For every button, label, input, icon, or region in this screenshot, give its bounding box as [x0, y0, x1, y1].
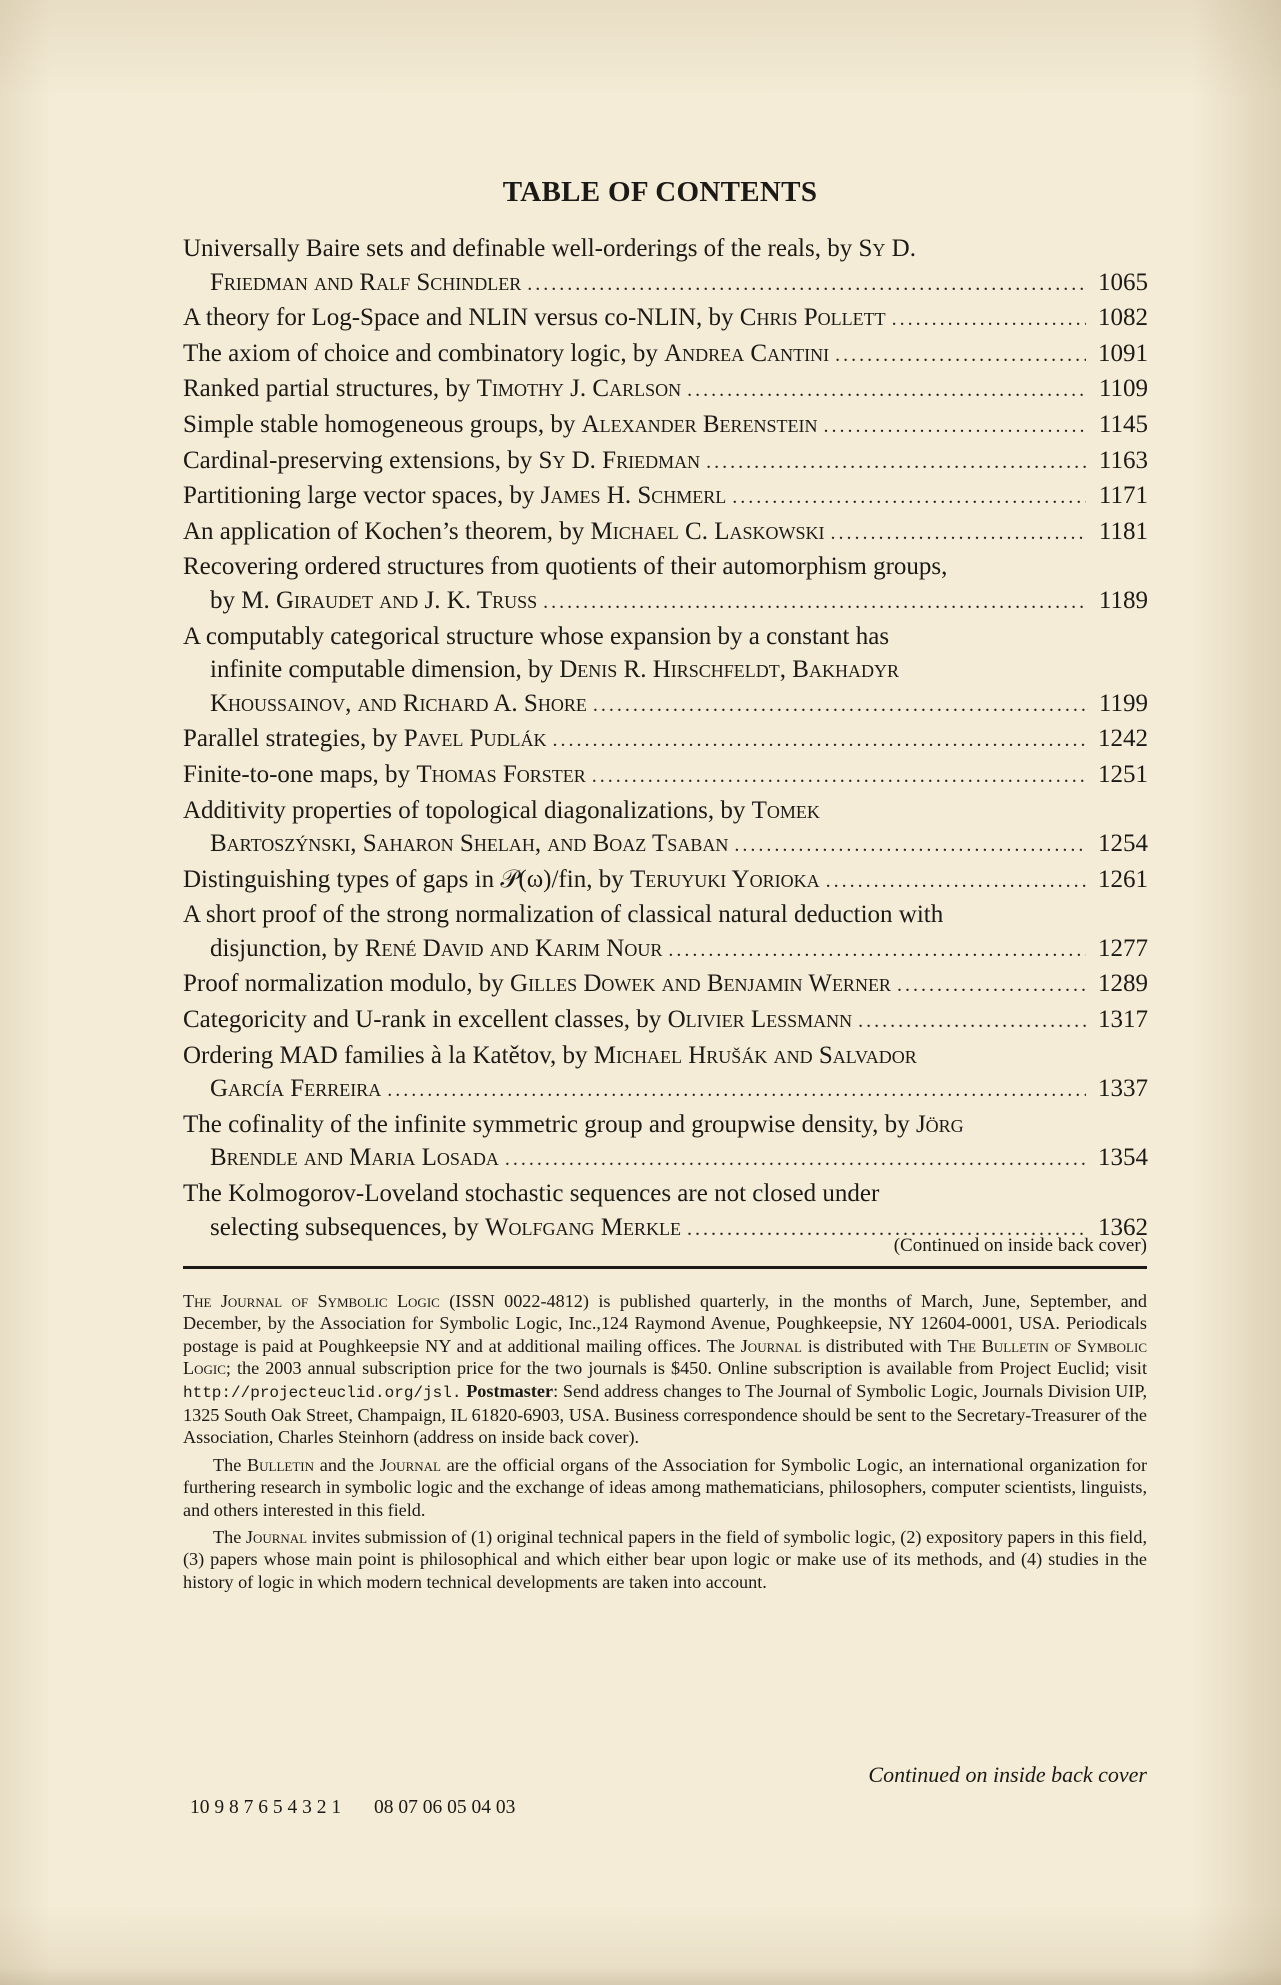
article-title: Partitioning large vector spaces, by [183, 482, 541, 510]
printing-codes [190, 1797, 543, 1819]
article-title: The axiom of choice and combinatory logic, by [183, 339, 665, 367]
toc-entry [183, 1003, 1148, 1039]
page-number: 1261 [1098, 865, 1148, 893]
toc-entry-text [210, 1072, 381, 1106]
toc-entry-text [183, 301, 886, 335]
toc-entry [183, 337, 1148, 373]
article-title: by [210, 586, 242, 614]
page-number: 1145 [1098, 410, 1148, 438]
toc-entry-text [183, 1108, 964, 1142]
article-authors: Sy D. [858, 235, 916, 262]
toc-entry-line [183, 584, 1148, 620]
project-euclid-url: http://projecteuclid.org/jsl. [183, 1383, 462, 1402]
toc-entry [183, 444, 1148, 480]
toc-entry-line [183, 620, 1148, 654]
info-text: and the [314, 1454, 380, 1475]
page-number: 1199 [1098, 689, 1148, 717]
page-number: 1337 [1098, 1075, 1148, 1103]
toc-entry [183, 232, 1148, 301]
article-title: A theory for Log-Space and NLIN versus co-NLIN, by [183, 304, 740, 332]
year-line: 08 07 06 05 04 03 [374, 1797, 516, 1818]
article-title: Recovering ordered structures from quotients of their automorphism groups, [183, 553, 948, 581]
article-authors: Denis R. Hirschfeldt, Bakhadyr [559, 656, 899, 684]
publication-info [183, 1290, 1147, 1598]
article-authors: Brendle and Maria Losada [210, 1144, 499, 1172]
toc-entry-text [210, 653, 899, 687]
article-title: Distinguishing types of gaps in 𝒫(ω)/fin, by [183, 865, 630, 893]
page-number: 1289 [1098, 970, 1148, 998]
toc-entry-text [183, 1039, 917, 1073]
article-authors: Khoussainov, and Richard A. Shore [210, 689, 587, 717]
article-authors: M. Giraudet and J. K. Truss [241, 586, 538, 614]
info-text: The [213, 1527, 246, 1548]
toc-entry-text [183, 337, 829, 371]
publication-info-paragraph [183, 1290, 1147, 1449]
toc-entry-text [183, 863, 820, 897]
toc-entry-text [183, 898, 943, 932]
page-number: 1277 [1098, 934, 1148, 962]
toc-entry-text [183, 967, 891, 1001]
article-authors: Jörg [915, 1110, 964, 1138]
toc-entry-line [183, 1108, 1148, 1142]
page-number: 1251 [1098, 760, 1148, 788]
continued-on-back-cover: Continued on inside back cover [868, 1762, 1147, 1787]
toc-entry-line [183, 653, 1148, 687]
toc-entry-line [183, 515, 1148, 551]
dot-leader [830, 517, 1086, 551]
toc-entry-line [183, 1072, 1148, 1108]
toc-entry-line [183, 827, 1148, 863]
toc-entry-text [183, 479, 726, 513]
table-of-contents [183, 232, 1148, 1246]
toc-entry-text [183, 794, 820, 828]
bulletin-name: The Bulletin of Symbolic Logic [183, 1335, 1148, 1379]
article-title: selecting subsequences, by [210, 1213, 485, 1241]
page-number: 1317 [1098, 1006, 1148, 1034]
toc-entry-line [183, 898, 1148, 932]
toc-entry [183, 1108, 1148, 1177]
page-number: 1254 [1098, 830, 1148, 858]
toc-entry-line [183, 479, 1148, 515]
toc-entry [183, 515, 1148, 551]
toc-entry-text [210, 584, 537, 618]
dot-leader [824, 410, 1086, 444]
page-number: 1109 [1098, 375, 1148, 403]
toc-entry-line [183, 550, 1148, 584]
toc-entry-line [183, 1003, 1148, 1039]
toc-entry-text [183, 550, 947, 584]
organs-paragraph [183, 1454, 1147, 1521]
article-authors: Olivier Lessmann [667, 1006, 853, 1034]
toc-entry-line [183, 794, 1148, 828]
article-authors: Tomek [751, 796, 820, 824]
toc-entry-text [183, 620, 889, 654]
toc-entry-line [183, 232, 1148, 266]
toc-entry-line [183, 1141, 1148, 1177]
toc-entry-text [210, 827, 728, 861]
dot-leader [527, 268, 1086, 302]
toc-entry-text [210, 266, 521, 300]
article-authors: Chris Pollett [739, 304, 886, 332]
page-number: 1091 [1098, 339, 1148, 367]
article-title: Parallel strategies, by [183, 725, 404, 753]
toc-entry-text [183, 1003, 852, 1037]
dot-leader [706, 446, 1086, 480]
article-title: Ordering MAD families à la Katětov, by [183, 1041, 594, 1069]
page-title: TABLE OF CONTENTS [502, 176, 818, 208]
page-number: 1163 [1098, 446, 1148, 474]
article-title: The cofinality of the infinite symmetric group and groupwise density, by [183, 1110, 916, 1138]
info-text: : Send address changes to The Journal of Symbolic Logic, Journals Division UIP, 1325 South Oak Street, Champaign, IL 61820-6903, USA. Business correspondence should be sent to the Secretary-Treasurer of the Association, Charles Steinhorn (address on inside back cover). [183, 1380, 1147, 1448]
article-authors: Teruyuki Yorioka [629, 865, 820, 893]
dot-leader [858, 1005, 1086, 1039]
toc-entry-text [183, 232, 916, 266]
article-title: Finite-to-one maps, by [183, 760, 417, 788]
article-title: A computably categorical structure whose expansion by a constant has [183, 622, 890, 650]
article-authors: Pavel Pudlák [403, 725, 547, 753]
dot-leader [552, 724, 1086, 758]
toc-entry [183, 479, 1148, 515]
toc-entry-line [183, 372, 1148, 408]
toc-entry-line [183, 444, 1148, 480]
toc-entry [183, 967, 1148, 1003]
article-authors: Alexander Berenstein [581, 410, 818, 438]
info-text: ; the 2003 annual subscription price for the two journals is $450. Online subscription is available from Project Euclid; visit [225, 1358, 1147, 1379]
article-authors: Gilles Dowek and Benjamin Werner [510, 970, 891, 998]
toc-entry-text [210, 1141, 499, 1175]
info-text: is distributed with [801, 1335, 948, 1356]
journal-name: The Journal of Symbolic Logic [183, 1291, 440, 1311]
bulletin-short-name: Bulletin [247, 1454, 315, 1475]
toc-entry [183, 722, 1148, 758]
toc-entry-line [183, 337, 1148, 373]
article-authors: James H. Schmerl [540, 482, 727, 510]
article-title: Categoricity and U-rank in excellent classes, by [183, 1006, 668, 1034]
article-authors: Andrea Cantini [664, 339, 830, 367]
article-authors: Friedman and Ralf Schindler [210, 268, 522, 296]
article-title: infinite computable dimension, by [210, 656, 560, 684]
page-number: 1171 [1098, 482, 1148, 510]
postmaster-label: Postmaster [466, 1380, 554, 1401]
toc-entry [183, 620, 1148, 723]
article-authors: Michael C. Laskowski [590, 517, 825, 545]
toc-entry-text [183, 408, 818, 442]
toc-entry-line [183, 301, 1148, 337]
toc-entry-text [183, 758, 586, 792]
page-number: 1082 [1098, 304, 1148, 332]
journal-short-name: Journal [740, 1335, 802, 1356]
toc-entry [183, 408, 1148, 444]
toc-entry [183, 372, 1148, 408]
toc-entry-line [183, 932, 1148, 968]
article-title: Ranked partial structures, by [183, 375, 477, 403]
article-authors: Sy D. Friedman [538, 446, 701, 474]
toc-entry-line [183, 758, 1148, 794]
article-authors: García Ferreira [210, 1075, 382, 1103]
page-number: 1242 [1098, 725, 1148, 753]
journal-short-name: Journal [245, 1527, 308, 1548]
article-title: Cardinal-preserving extensions, by [183, 446, 539, 474]
page-number: 1354 [1098, 1144, 1148, 1172]
article-title: disjunction, by [210, 934, 365, 962]
article-title: Proof normalization modulo, by [183, 970, 511, 998]
page-number: 1362 [1098, 1213, 1148, 1241]
toc-entry-line [183, 1177, 1148, 1211]
toc-entry [183, 550, 1148, 619]
dot-leader [505, 1143, 1086, 1177]
toc-entry-text [183, 444, 700, 478]
info-text: invites submission of (1) original technical papers in the field of symbolic logic, (2) expository papers in this field, (3) papers whose main point is philosophical and which either bear upon logic or make use of its methods, and (4) studies in the history of logic in which modern technical developments are taken into account. [183, 1527, 1147, 1592]
dot-leader [687, 374, 1086, 408]
submission-paragraph [183, 1526, 1147, 1593]
dot-leader [892, 303, 1086, 337]
dot-leader [387, 1074, 1086, 1108]
page-number: 1065 [1098, 268, 1148, 296]
journal-short-name: Journal [379, 1454, 441, 1475]
dot-leader [734, 829, 1086, 863]
toc-entry-line [183, 687, 1148, 723]
dot-leader [668, 934, 1086, 968]
toc-entry-line [183, 967, 1148, 1003]
article-title: Universally Baire sets and definable well-orderings of the reals, by [183, 235, 859, 262]
dot-leader [543, 586, 1086, 620]
article-title: The Kolmogorov-Loveland stochastic sequences are not closed under [183, 1180, 880, 1208]
toc-entry-text [183, 1177, 879, 1211]
article-authors: Bartoszýnski, Saharon Shelah, and Boaz Tsaban [210, 830, 729, 858]
article-authors: Thomas Forster [416, 760, 586, 788]
dot-leader [835, 339, 1086, 373]
toc-entry-text [210, 1211, 681, 1245]
toc-entry-text [183, 722, 546, 756]
toc-entry-line [183, 1039, 1148, 1073]
article-title: A short proof of the strong normalization of classical natural deduction with [183, 901, 944, 929]
toc-entry-text [210, 687, 587, 721]
article-authors: Wolfgang Merkle [484, 1213, 682, 1241]
info-text: are the official organs of the Association for Symbolic Logic, an international organization for furthering research in symbolic logic and the exchange of ideas among mathematicians, philosophers, computer scientists, linguists, and others interested in this field. [183, 1454, 1148, 1520]
page-number: 1189 [1098, 586, 1148, 614]
page-number: 1181 [1098, 517, 1148, 545]
article-title: An application of Kochen’s theorem, by [183, 517, 591, 545]
toc-entry [183, 1039, 1148, 1108]
toc-entry-line [183, 722, 1148, 758]
continued-note: (Continued on inside back cover) [893, 1235, 1147, 1256]
divider-rule [183, 1266, 1147, 1269]
toc-entry-line [183, 266, 1148, 302]
dot-leader [732, 481, 1086, 515]
toc-entry [183, 301, 1148, 337]
toc-entry [183, 863, 1148, 899]
toc-entry-line [183, 408, 1148, 444]
dot-leader [826, 865, 1086, 899]
article-title: Additivity properties of topological diagonalizations, by [183, 796, 752, 824]
article-authors: Michael Hrušák and Salvador [593, 1041, 917, 1069]
printing-number-line: 10 9 8 7 6 5 4 3 2 1 [190, 1797, 342, 1818]
dot-leader [897, 969, 1086, 1003]
dot-leader [592, 760, 1086, 794]
article-authors: Timothy J. Carlson [476, 375, 682, 403]
info-text: (ISSN 0022-4812) is published quarterly, in the months of March, June, September, and December, by the Association for Symbolic Logic, Inc.,124 Raymond Avenue, Poughkeepsie, NY 12604-0001, USA. Periodicals postage is paid at Poughkeepsie NY and at additional mailing offices. The [183, 1291, 1147, 1356]
toc-entry-text [210, 932, 662, 966]
page-edge-shadow [0, 1967, 1281, 1985]
toc-entry-line [183, 863, 1148, 899]
dot-leader [593, 689, 1086, 723]
toc-entry [183, 794, 1148, 863]
toc-entry-text [183, 372, 681, 406]
toc-entry-text [183, 515, 824, 549]
article-title: Simple stable homogeneous groups, by [183, 410, 582, 438]
toc-entry [183, 758, 1148, 794]
info-text: The [213, 1454, 248, 1475]
article-authors: René David and Karim Nour [364, 934, 663, 962]
toc-entry [183, 898, 1148, 967]
